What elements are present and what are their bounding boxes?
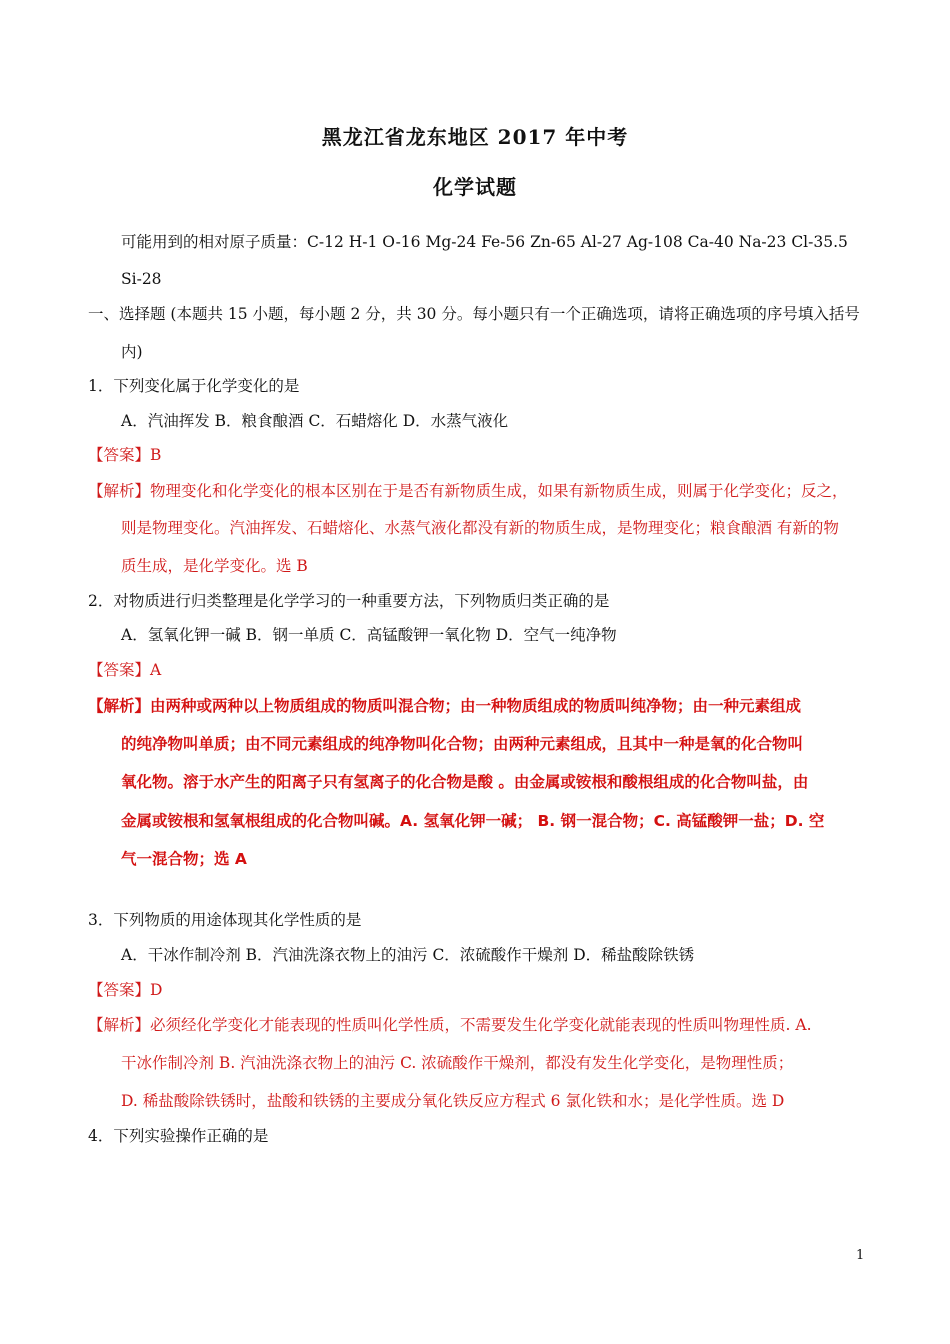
document-title: 黑龙江省龙东地区 2017 年中考: [321, 125, 629, 149]
question-options: A．氢氧化钾一碱 B．钢一单质 C．高锰酸钾一氧化物 D．空气一纯净物: [121, 626, 617, 644]
analysis-text: 金属或铵根和氢氧根组成的化合物叫碱。A. 氢氧化钾一碱； B. 钢一混合物；C. 高锰酸钾一盐；D. 空: [121, 812, 825, 830]
analysis-text: 必须经化学变化才能表现的性质叫化学性质，不需要发生化学变化就能表现的性质叫物理性质. A.: [150, 1016, 812, 1034]
analysis-line: [88, 481, 848, 501]
analysis-text: 物理变化和化学变化的根本区别在于是否有新物质生成，如果有新物质生成，则属于化学变化；反之，: [150, 482, 848, 500]
question-options: A．干冰作制冷剂 B．汽油洗涤衣物上的油污 C．浓硫酸作干燥剂 D．稀盐酸除铁锈: [121, 946, 695, 964]
analysis-label: 【解析】: [88, 1016, 151, 1034]
analysis-text: 则是物理变化。汽油挥发、石蜡熔化、水蒸气液化都没有新的物质生成，是物理变化；粮食酿酒 有新的物: [121, 519, 839, 537]
analysis-text: 由两种或两种以上物质组成的物质叫混合物；由一种物质组成的物质叫纯净物；由一种元素组成: [150, 697, 802, 715]
analysis-text: 气一混合物；选 A: [121, 850, 247, 868]
analysis-label: 【解析】: [88, 482, 151, 500]
question-options: A．汽油挥发 B．粮食酿酒 C．石蜡熔化 D．水蒸气液化: [121, 412, 509, 430]
question-stem: 2．对物质进行归类整理是化学学习的一种重要方法，下列物质归类正确的是: [88, 592, 610, 610]
analysis-line: [88, 1015, 812, 1035]
section-heading-cont: 内): [121, 343, 143, 361]
answer-label: 【答案】D: [88, 981, 163, 999]
analysis-text: 的纯净物叫单质；由不同元素组成的纯净物叫化合物；由两种元素组成，且其中一种是氧的化合物叫: [121, 735, 804, 753]
answer-label: 【答案】A: [88, 661, 162, 679]
analysis-text: D. 稀盐酸除铁锈时，盐酸和铁锈的主要成分氧化铁反应方程式 6 氯化铁和水；是化学性质。选 D: [121, 1092, 785, 1110]
document-subtitle: 化学试题: [433, 175, 517, 199]
section-heading: 一、选择题 (本题共 15 小题，每小题 2 分，共 30 分。每小题只有一个正确选项，请将正确选项的序号填入括号: [88, 305, 860, 323]
analysis-line: [88, 696, 801, 716]
question-stem: 3．下列物质的用途体现其化学性质的是: [88, 911, 362, 929]
analysis-text: 质生成，是化学变化。选 B: [121, 557, 308, 575]
analysis-label: 【解析】: [88, 697, 151, 715]
atomic-mass-line-cont: Si-28: [121, 270, 162, 288]
answer-label: 【答案】B: [88, 446, 162, 464]
question-stem: 4．下列实验操作正确的是: [88, 1127, 269, 1145]
question-stem: 1．下列变化属于化学变化的是: [88, 377, 300, 395]
page-number: 1: [856, 1248, 865, 1263]
analysis-text: 氧化物。溶于水产生的阳离子只有氢离子的化合物是酸 。由金属或铵根和酸根组成的化合物叫盐，由: [121, 773, 809, 791]
analysis-text: 干冰作制冷剂 B. 汽油洗涤衣物上的油污 C. 浓硫酸作干燥剂，都没有发生化学变化，是物理性质；: [121, 1054, 794, 1072]
atomic-mass-line: 可能用到的相对原子质量：C-12 H-1 O-16 Mg-24 Fe-56 Zn-65 Al-27 Ag-108 Ca-40 Na-23 Cl-35.5: [121, 233, 848, 251]
